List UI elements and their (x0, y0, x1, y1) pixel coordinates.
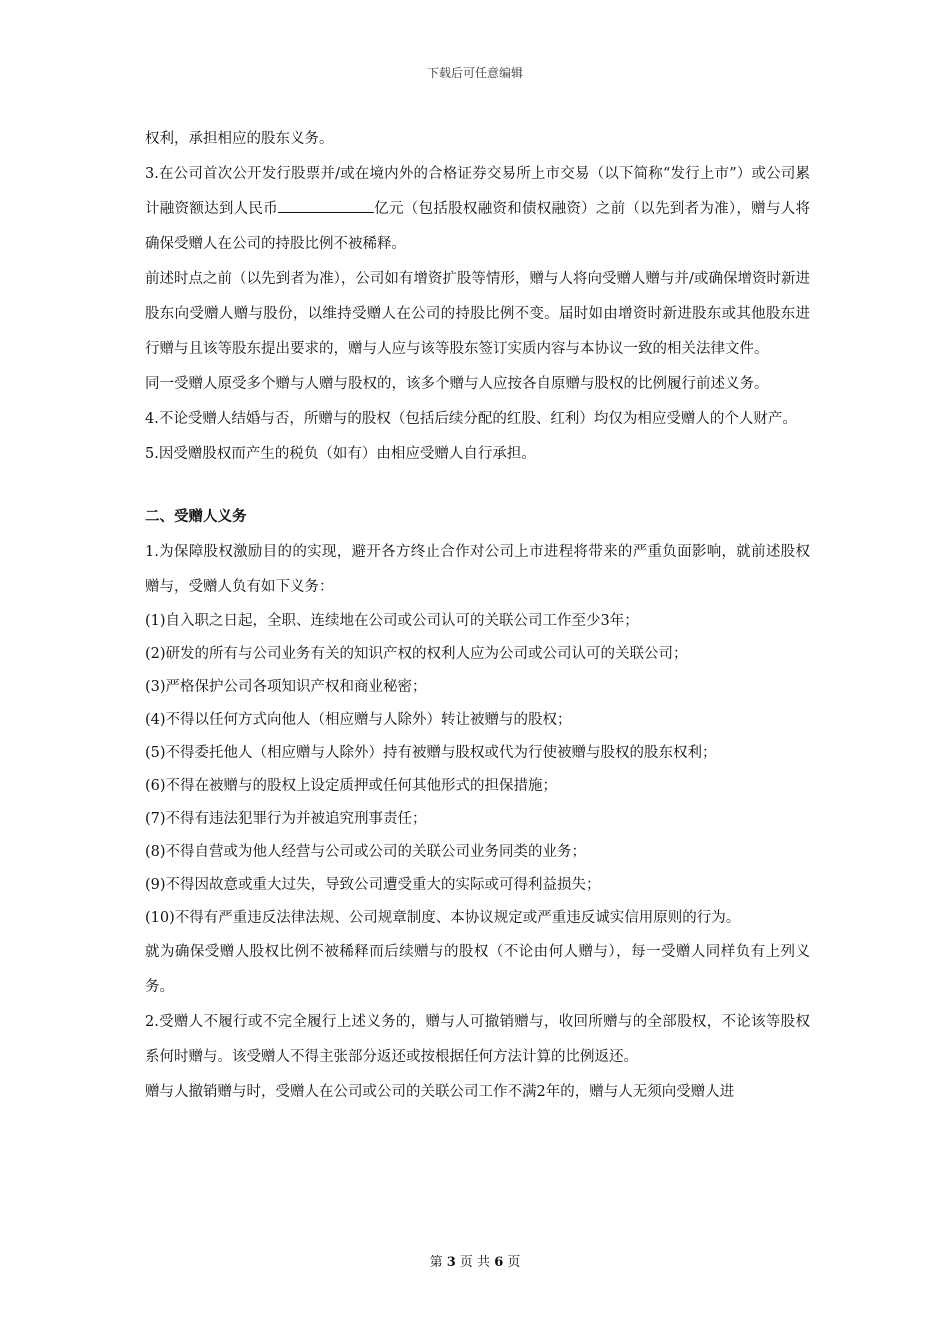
paragraph: 权利，承担相应的股东义务。 (145, 131, 334, 147)
paragraph: 5.因受赠股权而产生的税负（如有）由相应受赠人自行承担。 (145, 446, 536, 462)
footer-prefix: 第 (429, 1255, 443, 1270)
list-item: (6)不得在被赠与的股权上设定质押或任何其他形式的担保措施； (145, 778, 558, 794)
list-item: (2)研发的所有与公司业务有关的知识产权的权利人应为公司或公司认可的关联公司； (145, 646, 688, 662)
paragraph: 同一受赠人原受多个赠与人赠与股权的，该多个赠与人应按各自原赠与股权的比例履行前述义务。 (145, 376, 769, 392)
list-item: (3)严格保护公司各项知识产权和商业秘密； (145, 679, 427, 695)
section-heading: 二、受赠人义务 (145, 509, 247, 525)
paragraph: 1.为保障股权激励目的的实现，避开各方终止合作对公司上市进程将带来的严重负面影响，就前述股权赠与，受赠人负有如下义务： (145, 544, 810, 595)
current-page-number: 3 (446, 1255, 456, 1270)
clause-text-continued: 亿元（包括股权融资和债权融资）之前（以先到者为准），赠与人将确保受赠人在公司的持股比例不被稀释。 (145, 201, 811, 252)
paragraph-listing-clause (145, 157, 810, 262)
footer-middle: 页 共 (459, 1255, 491, 1270)
paragraph: 赠与人撤销赠与时，受赠人在公司或公司的关联公司工作不满2年的，赠与人无须向受赠人进 (145, 1084, 735, 1100)
page-header-note: 下载后可任意编辑 (426, 66, 523, 80)
paragraph: 2.受赠人不履行或不完全履行上述义务的，赠与人可撤销赠与，收回所赠与的全部股权，不论该等股权系何时赠与。该受赠人不得主张部分返还或按根据任何方法计算的比例返还。 (145, 1014, 810, 1065)
list-item: (5)不得委托他人（相应赠与人除外）持有被赠与股权或代为行使被赠与股权的股东权利； (145, 745, 717, 761)
page-footer (0, 1251, 950, 1270)
list-item: (7)不得有违法犯罪行为并被追究刑事责任； (145, 811, 427, 827)
list-item: (9)不得因故意或重大过失，导致公司遭受重大的实际或可得利益损失； (145, 877, 601, 893)
clause-text: 3.在公司首次公开发行股票并/或在境内外的合格证券交易所上市交易（以下简称“发行上市”）或公司累计融资额达到人民币 (145, 166, 810, 217)
amount-blank (278, 198, 374, 213)
paragraph: 就为确保受赠人股权比例不被稀释而后续赠与的股权（不论由何人赠与），每一受赠人同样负有上列义务。 (145, 944, 810, 995)
list-item: (1)自入职之日起，全职、连续地在公司或公司认可的关联公司工作至少3年； (145, 613, 639, 629)
document-body (145, 122, 810, 1110)
list-item: (4)不得以任何方式向他人（相应赠与人除外）转让被赠与的股权； (145, 712, 572, 728)
total-page-count: 6 (494, 1255, 504, 1270)
list-item: (8)不得自营或为他人经营与公司或公司的关联公司业务同类的业务； (145, 844, 587, 860)
paragraph: 4.不论受赠人结婚与否，所赠与的股权（包括后续分配的红股、红利）均仅为相应受赠人的个人财产。 (145, 411, 797, 427)
footer-suffix: 页 (507, 1255, 521, 1270)
list-item: (10)不得有严重违反法律法规、公司规章制度、本协议规定或严重违反诚实信用原则的行为。 (145, 910, 741, 926)
paragraph: 前述时点之前（以先到者为准），公司如有增资扩股等情形，赠与人将向受赠人赠与并/或确保增资时新进股东向受赠人赠与股份，以维持受赠人在公司的持股比例不变。届时如由增资时新进股东或其他股东进行赠与且该等股东提出要求的，赠与人应与该等股东签订实质内容与本协议一致的相关法律文件。 (145, 271, 810, 357)
